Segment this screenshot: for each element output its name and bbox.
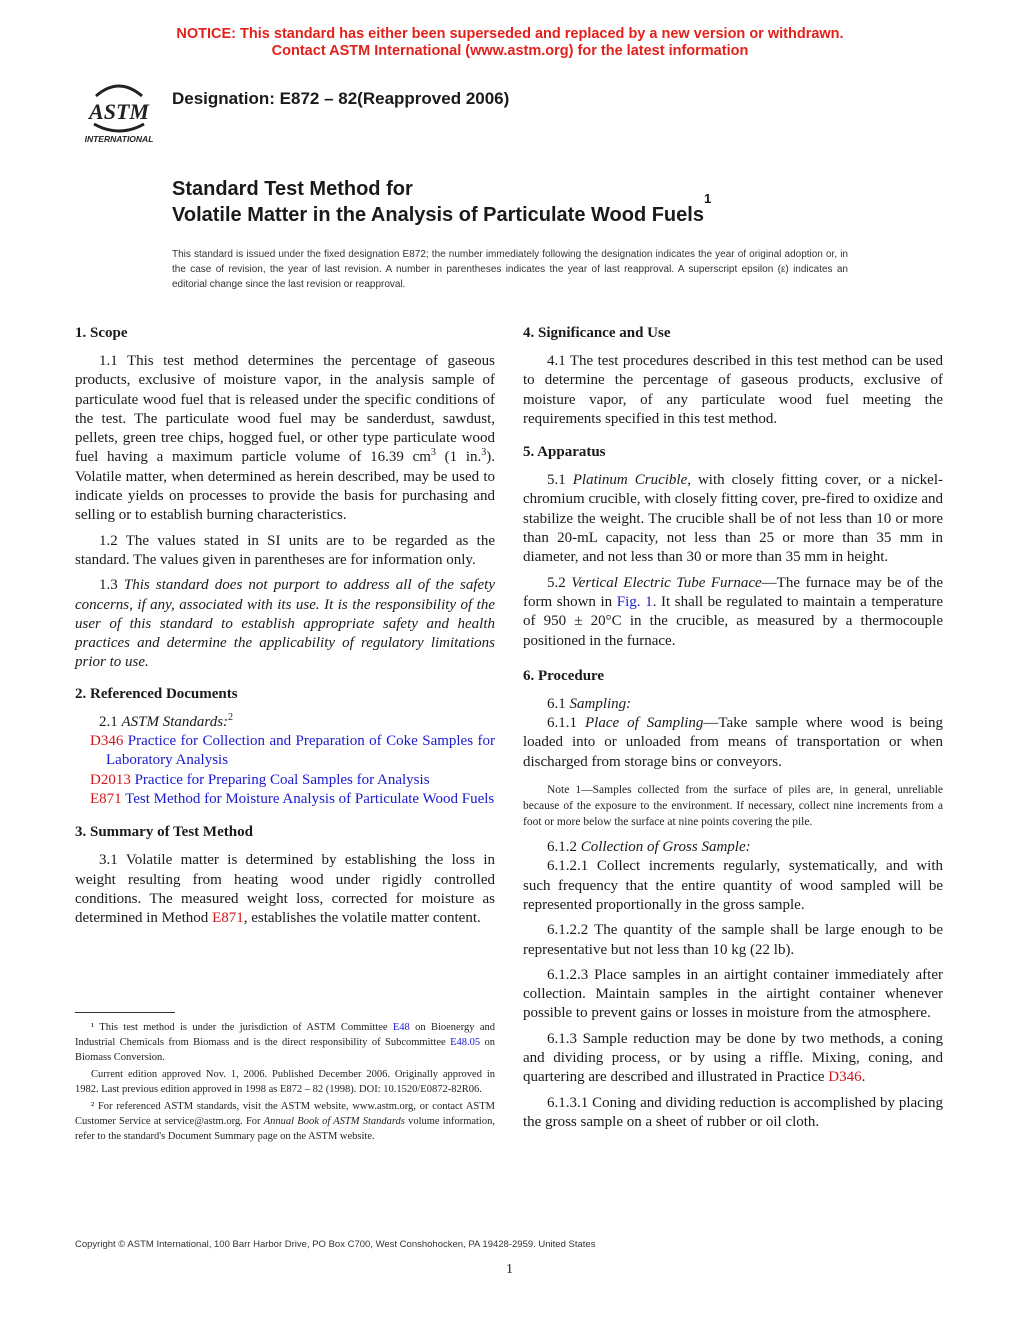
ref-e871-text[interactable]: Test Method for Moisture Analysis of Particulate Wood Fuels [121,790,495,807]
para-1-1-c: ). Volatile matter, when determined as herein described, may be used to indicate yields on processes to provide the basis for purchasing and selling or to establish burning characteristics. [75,449,495,524]
ref-d346[interactable] [75,732,495,771]
notice-line-2: Contact ASTM International (www.astm.org) for the latest information [271,43,749,59]
footnote-1 [75,1020,495,1065]
para-3-1 [75,851,495,928]
para-6-1-2-num: 6.1.2 [547,839,581,856]
ref-d2013-code[interactable]: D2013 [90,771,131,788]
link-e48[interactable]: E48 [392,1022,410,1033]
copyright-line: Copyright © ASTM International, 100 Barr Harbor Drive, PO Box C700, West Conshohocken, PA 19428-2959. United States [75,1239,596,1250]
para-5-2-num: 5.2 [547,574,572,591]
page-number: 1 [506,1262,513,1277]
para-6-1-italic: Sampling: [569,695,632,712]
section-6-heading: 6. Procedure [523,667,605,684]
para-6-1-2-2: 6.1.2.2 The quantity of the sample shall be large enough to be representative but not less than 10 kg (22 lb). [523,922,943,958]
para-5-1-text: with closely fitting cover, or a nickel-chromium crucible, with closely fitting cover, pre-fired to oxidize and stabilize the weight. The crucible shall be of not less than 10 or more than 20-mL capacity, not less than 25 or more than 35 mm in diameter, and not less than 30 or more than 35 mm in height. [523,472,943,566]
para-6-1-1 [523,714,943,772]
footnote-2 [75,1099,495,1144]
para-6-1-num: 6.1 [547,695,570,712]
footnote-2-a: ² For referenced ASTM standards, visit the ASTM website, www.astm.org, or contact ASTM Customer Service at service@astm.org. For [75,1101,495,1127]
para-6-1-2-3: 6.1.2.3 Place samples in an airtight container immediately after collection. Maintain samples in the airtight container whenever possible to prevent gains or losses in moisture from the atmosphere. [523,966,943,1022]
section-5-heading: 5. Apparatus [523,444,606,461]
para-5-2-a: —The furnace may be of the form shown in [523,574,943,610]
para-1-2: 1.2 The values stated in SI units are to be regarded as the standard. The values given in parentheses are for information only. [75,532,495,568]
para-5-2-b: . It shall be regulated to maintain a temperature of 950 ± 20°C in the crucible, as measured by a thermocouple positioned in the furnace. [523,593,944,649]
ref-d2013-text[interactable]: Practice for Preparing Coal Samples for Analysis [130,771,430,788]
footnote-1-b: on Bioenergy and Industrial Chemicals from Biomass and is the direct responsibility of Subcommittee [75,1022,495,1048]
para-5-1-num: 5.1 [547,472,573,489]
ref-d346-text[interactable]: Practice for Collection and Preparation of Coke Samples for Laboratory Analysis [106,733,495,769]
notice-banner [0,26,1020,60]
logo-subtext: INTERNATIONAL [84,134,154,144]
ref-e871-code[interactable]: E871 [90,790,122,807]
link-e871[interactable]: E871 [212,910,244,927]
notice-line-1: NOTICE: This standard has either been superseded and replaced by a new version or withdrawn. [176,26,844,42]
right-column [523,322,943,1138]
ref-e871[interactable] [75,790,495,809]
para-1-3-text: This standard does not purport to address all of the safety concerns, if any, associated with its use. It is the responsibility of the user of this standard to establish appropriate safety and health practices and determine the applicability of regulatory limitations prior to use. [75,577,496,671]
para-6-1-3-1: 6.1.3.1 Coning and dividing reduction is accomplished by placing the gross sample on a sheet of rubber or oil cloth. [523,1094,943,1130]
para-5-1-italic: Platinum Crucible, [572,472,691,489]
note-1: Note 1—Samples collected from the surface of piles are, in general, unreliable because of the exposure to the environment. If necessary, collect nine increments from a foot or more below the surface at nine points covering the pile. [523,784,943,829]
document-title [172,176,711,228]
para-2-1 [75,713,495,732]
para-6-1-1-num: 6.1.1 [547,715,585,732]
para-2-1-num: 2.1 [99,713,122,730]
para-5-2 [523,574,943,651]
footnote-1-a: ¹ This test method is under the jurisdiction of ASTM Committee [91,1022,393,1033]
footnote-2-italic: Annual Book of ASTM Standards [263,1116,405,1127]
sup-in3: 3 [481,447,487,459]
title-line-2-text: Volatile Matter in the Analysis of Particulate Wood Fuels [172,204,704,226]
footnote-edition: Current edition approved Nov. 1, 2006. Published December 2006. Originally approved in 1982. Last previous edition approved in 1998 as E872 – 82 (1998). DOI: 10.1520/E0872-82R06. [75,1069,495,1095]
para-1-3 [75,576,495,672]
para-6-1-2-italic: Collection of Gross Sample: [580,839,751,856]
title-line-1: Standard Test Method for [172,178,413,200]
para-6-1-3-a: 6.1.3 Sample reduction may be done by two methods, a coning and dividing process, or by using a riffle. Mixing, coning, and quartering are described and illustrated in Practice [523,1030,943,1086]
para-6-1-1-text: —Take sample where wood is being loaded into or unloaded from means of transportation or when discharged from storage bins or conveyors. [523,715,944,770]
footnote-divider [75,1012,175,1013]
para-6-1 [523,695,943,714]
logo-text: ASTM [89,99,149,124]
para-1-3-num: 1.3 [99,577,124,594]
para-6-1-2-1: 6.1.2.1 Collect increments regularly, systematically, and with such frequency that the entire quantity of wood sampled will be represented proportionally in the gross sample. [523,858,943,913]
para-1-1 [75,352,495,526]
para-5-1 [523,471,943,567]
link-fig-1[interactable]: Fig. 1 [616,593,653,610]
section-4-heading: 4. Significance and Use [523,325,671,341]
sup-cm3: 3 [430,447,436,459]
para-5-2-italic: Vertical Electric Tube Furnace [571,574,762,591]
para-4-1: 4.1 The test procedures described in this test method can be used to determine the percentage of gaseous products, exclusive of moisture vapor, of any particulate wood fuel meeting the requirements specified in this test method. [523,353,943,427]
footnote-2-b: volume information, refer to the standard's Document Summary page on the ASTM website. [75,1116,495,1142]
title-footnote-mark: 1 [703,191,712,206]
para-6-1-1-italic: Place of Sampling [584,715,704,732]
para-3-1-b: , establishes the volatile matter content. [243,910,481,927]
left-column [75,322,495,934]
para-1-1-b: (1 in. [435,449,482,466]
intro-paragraph: This standard is issued under the fixed designation E872; the number immediately following the designation indicates the year of original adoption or, in the case of revision, the year of last revision. A number in parentheses indicates the year of last reapproval. A superscript epsilon (ε) indicates an editorial change since the last revision or reapproval. [172,249,848,290]
para-6-1-2 [523,838,943,857]
designation: Designation: E872 – 82(Reapproved 2006) [172,89,510,108]
section-1-heading: 1. Scope [75,325,128,341]
footnotes [75,1020,495,1146]
para-3-1-a: 3.1 Volatile matter is determined by establishing the loss in weight resulting from heating wood under rigidly controlled conditions. The measured weight loss, corrected for moisture as determined in Method [75,852,495,927]
para-6-1-3-b: . [861,1069,866,1086]
para-2-1-sup: 2 [228,711,234,723]
footnote-1-c: on Biomass Conversion. [75,1037,496,1063]
section-2-heading: 2. Referenced Documents [75,685,238,702]
para-2-1-italic: ASTM Standards: [121,713,229,730]
ref-d346-code[interactable]: D346 [90,733,124,750]
para-6-1-3 [523,1030,943,1088]
ref-d2013[interactable] [75,771,495,790]
link-e48-05[interactable]: E48.05 [450,1037,481,1048]
para-1-1-a: 1.1 This test method determines the percentage of gaseous products, exclusive of moisture vapor, in the analysis sample of particulate wood fuel that is released under the specific conditions of the test. The particulate wood fuel may be sanderdust, sawdust, pellets, green tree chips, hogged fuel, or other type particulate wood fuel having a maximum particle volume of 16.39 cm [75,353,495,466]
section-3-heading: 3. Summary of Test Method [75,824,253,841]
title-line-2 [172,191,712,228]
astm-logo-icon [76,76,162,144]
link-d346[interactable]: D346 [828,1069,862,1086]
